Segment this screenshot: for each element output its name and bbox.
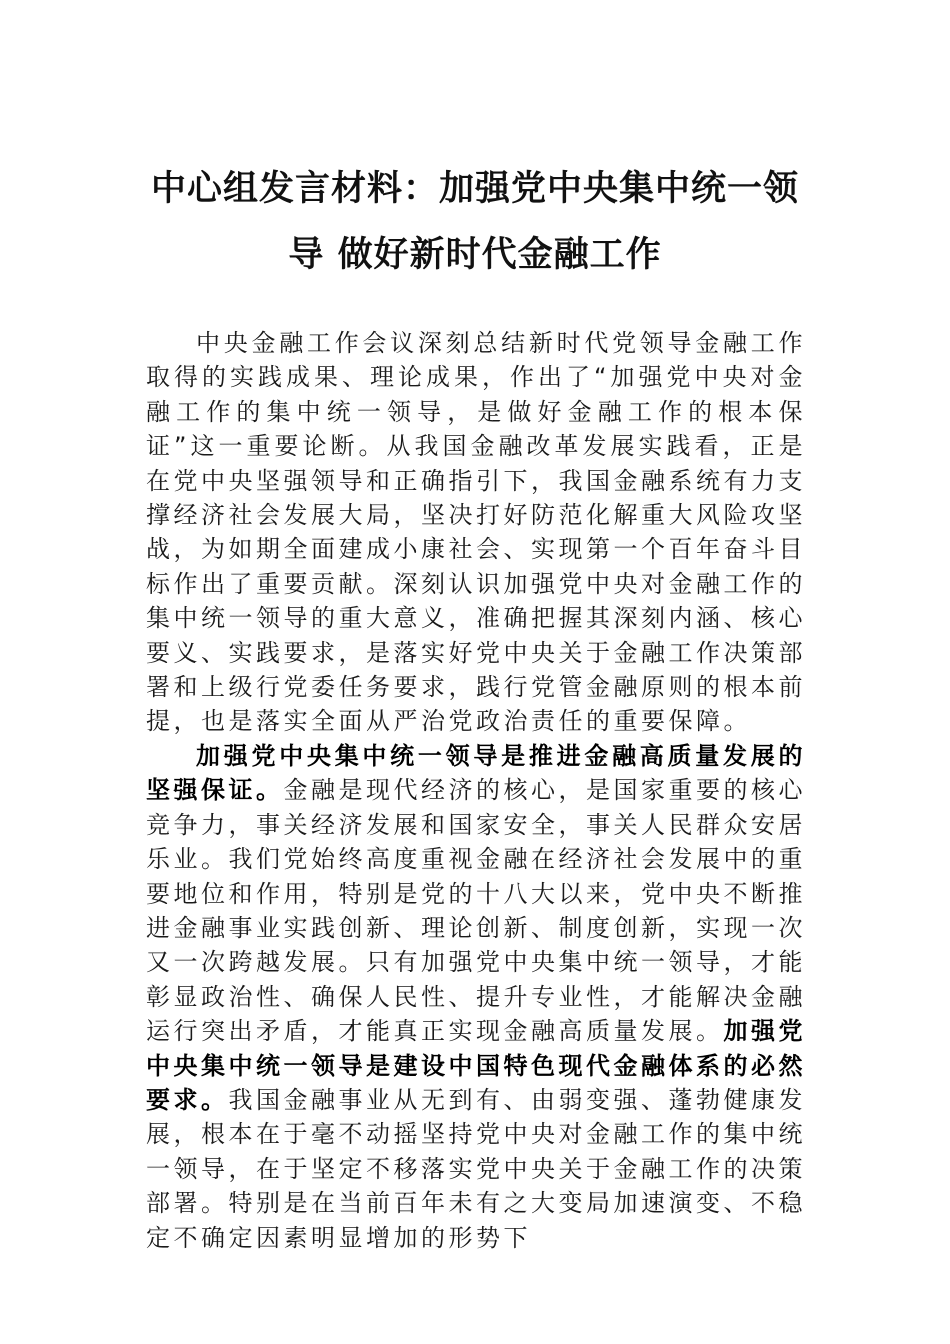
paragraph-2 (146, 739, 806, 1255)
paragraph-2-text-1: 金融是现代经济的核心，是国家重要的核心竞争力，事关经济发展和国家安全，事关人民群众安居乐业。我们党始终高度重视金融在经济社会发展中的重要地位和作用，特别是党的十八大以来，党中央不断推进金融事业实践创新、理论创新、制度创新，实现一次又一次跨越发展。只有加强党中央集中统一领导，才能彰显政治性、确保人民性、提升专业性，才能解决金融运行突出矛盾，才能真正实现金融高质量发展。 (146, 776, 806, 1046)
document-body (146, 326, 806, 1255)
paragraph-1: 中央金融工作会议深刻总结新时代党领导金融工作取得的实践成果、理论成果，作出了“加强党中央对金融工作的集中统一领导，是做好金融工作的根本保证”这一重要论断。从我国金融改革发展实践看，正是在党中央坚强领导和正确指引下，我国金融系统有力支撑经济社会发展大局，坚决打好防范化解重大风险攻坚战，为如期全面建成小康社会、实现第一个百年奋斗目标作出了重要贡献。深刻认识加强党中央对金融工作的集中统一领导的重大意义，准确把握其深刻内涵、核心要义、实践要求，是落实好党中央关于金融工作决策部署和上级行党委任务要求，践行党管金融原则的根本前提，也是落实全面从严治党政治责任的重要保障。 (146, 329, 806, 736)
paragraph-2-bold-lead-2: 加强党中央集中统一领导是建设中国特色现代金融体系的必然要求。 (146, 1017, 806, 1114)
title-line-2: 导 做好新时代金融工作 (288, 234, 662, 275)
paragraph-2-bold-lead-1: 加强党中央集中统一领导是推进金融高质量发展的坚强保证。 (146, 741, 806, 805)
title-line-1: 中心组发言材料：加强党中央集中统一领 (150, 168, 799, 209)
document-title (120, 156, 830, 288)
paragraph-2-text-2: 我国金融事业从无到有、由弱变强、蓬勃健康发展，根本在于毫不动摇坚持党中央对金融工作的集中统一领导，在于坚定不移落实党中央关于金融工作的决策部署。特别是在当前百年未有之大变局加速演变、不稳定不确定因素明显增加的形势下 (146, 1085, 806, 1252)
